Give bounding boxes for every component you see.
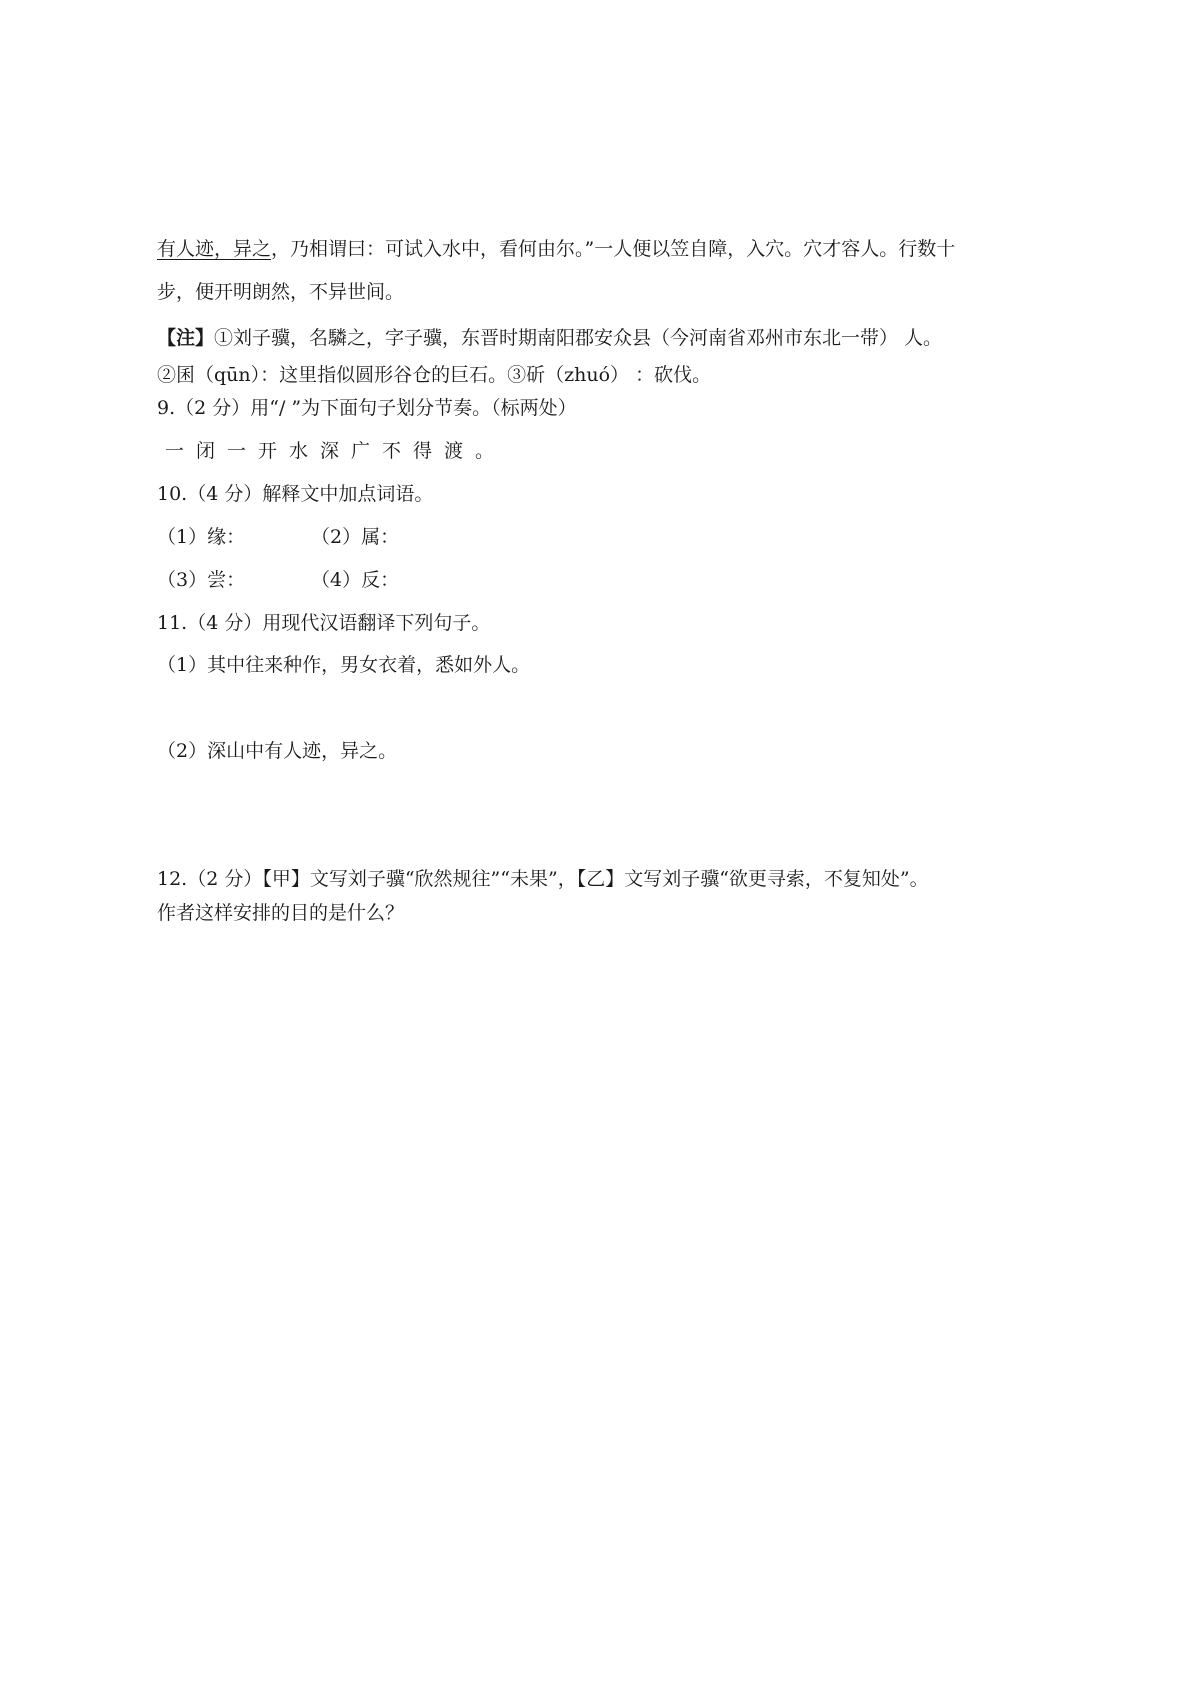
- question-11-item-1: （1）其中往来种作，男女衣着，悉如外人。: [157, 654, 531, 676]
- question-12-stem-line-1: 12.（2 分）【甲】文写刘子骥“欣然规往”“未果”，【乙】文写刘子骥“欲更寻索，不复知处”。: [157, 868, 929, 890]
- passage-line-2: 步，便开明朗然，不异世间。: [157, 281, 405, 303]
- question-10-stem: 10.（4 分）解释文中加点词语。: [157, 483, 434, 505]
- question-10-item-3: （3）尝：: [157, 569, 246, 591]
- question-10-item-2: （2）属：: [311, 526, 400, 548]
- question-9-stem: 9.（2 分）用“/ ”为下面句子划分节奏。（标两处）: [157, 397, 577, 419]
- passage-line-1: [157, 236, 955, 262]
- note-line-2: ②囷（qūn）：这里指似圆形谷仓的巨石。③斫（zhuó） ：砍伐。: [157, 364, 712, 386]
- underlined-phrase: 有人迹，异之: [157, 238, 272, 260]
- question-10-item-1: （1）缘：: [157, 526, 246, 548]
- passage-line-1-text: ，乃相谓曰：可试入水中，看何由尔。”一人便以笠自障，入穴。穴才容人。行数十: [271, 238, 956, 260]
- note-tag: 【注】: [157, 327, 215, 349]
- question-11-item-2: （2）深山中有人迹，异之。: [157, 740, 398, 762]
- note-line-1-text: ①刘子骥，名驎之，字子骥，东晋时期南阳郡安众县（今河南省邓州市东北一带） 人。: [214, 327, 943, 349]
- question-11-stem: 11.（4 分）用现代汉语翻译下列句子。: [157, 612, 491, 634]
- note-line-1: [157, 325, 942, 351]
- question-9-sentence: 一闭一开水深广不得渡。: [165, 440, 507, 462]
- question-12-stem-line-2: 作者这样安排的目的是什么？: [157, 902, 405, 924]
- question-10-item-4: （4）反：: [311, 569, 400, 591]
